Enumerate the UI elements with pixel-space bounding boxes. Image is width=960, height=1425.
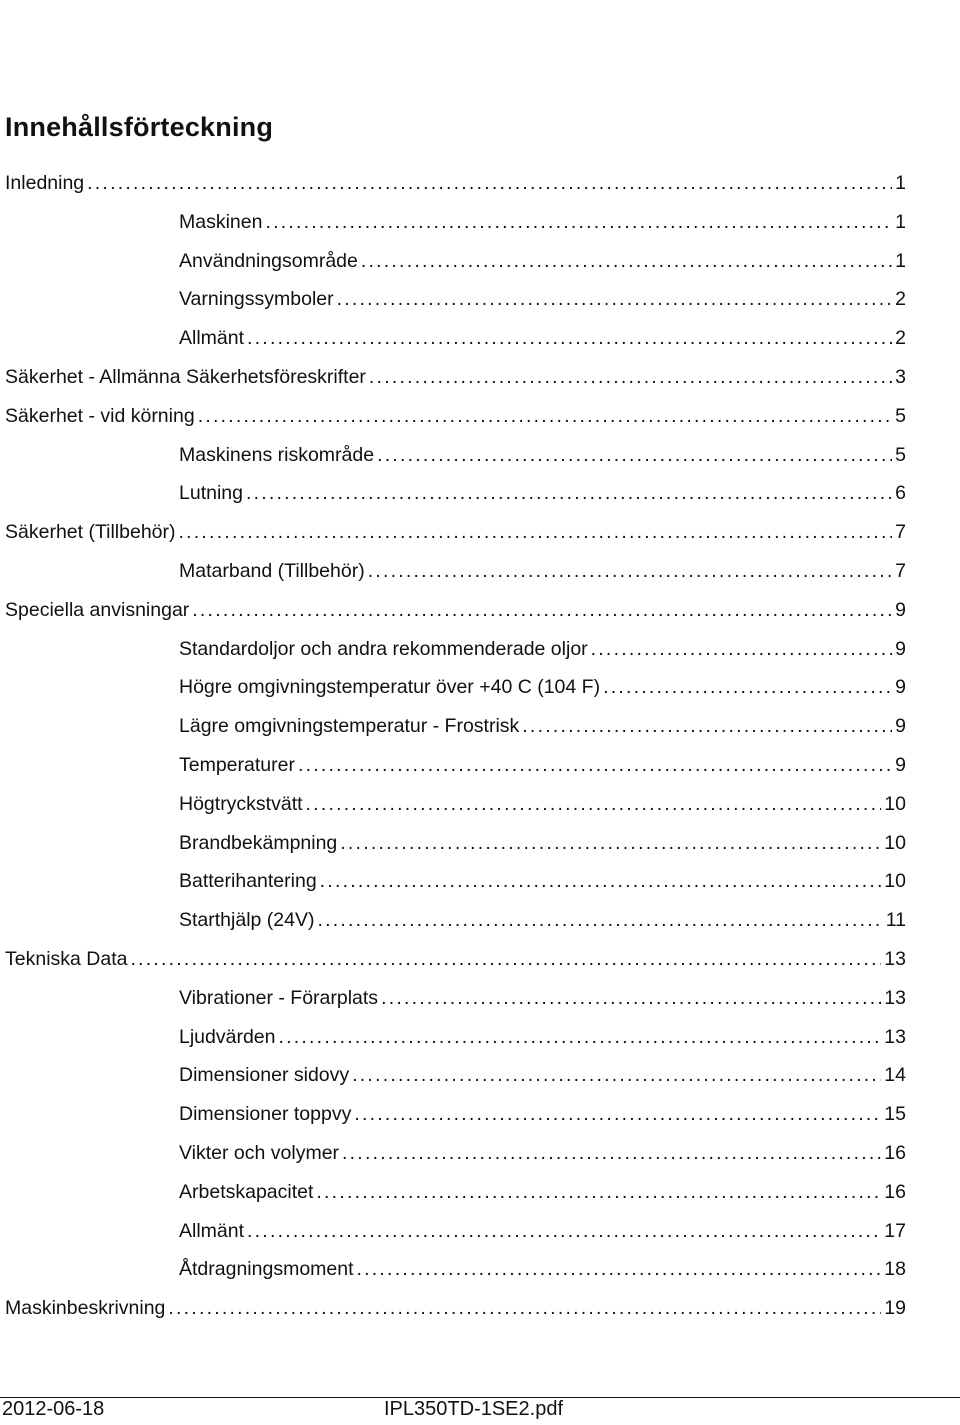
toc-entry[interactable] xyxy=(5,513,906,552)
toc-entry[interactable] xyxy=(5,358,906,397)
toc-entry[interactable] xyxy=(179,1173,906,1212)
toc-page-number: 1 xyxy=(895,210,906,233)
toc-page-number: 9 xyxy=(895,754,906,776)
toc-dot-leader xyxy=(342,1134,881,1173)
toc-entry[interactable] xyxy=(179,785,906,824)
toc-entry[interactable] xyxy=(179,1095,906,1134)
toc-entry-title: Säkerhet - Allmänna Säkerhetsföreskrifter xyxy=(5,366,366,388)
toc-dot-leader xyxy=(337,280,893,319)
toc-entry-title: Inledning xyxy=(5,172,85,194)
toc-dot-leader xyxy=(352,1056,881,1095)
toc-entry-title: Maskinbeskrivning xyxy=(5,1297,166,1320)
toc-entry[interactable] xyxy=(179,630,906,669)
toc-entry-title: Maskinen xyxy=(179,210,263,233)
toc-page-number: 5 xyxy=(895,404,906,427)
footer-filename: IPL350TD-1SE2.pdf xyxy=(384,1398,563,1420)
toc-entry-title: Vikter och volymer xyxy=(179,1142,340,1164)
toc-dot-leader xyxy=(368,552,892,591)
toc-entry[interactable] xyxy=(179,552,906,591)
toc-entry[interactable] xyxy=(179,1056,906,1095)
toc-entry[interactable] xyxy=(179,242,906,281)
toc-entry-title: Ljudvärden xyxy=(179,1025,276,1048)
toc-page-number: 14 xyxy=(884,1064,906,1087)
toc-entry-title: Högre omgivningstemperatur över +40 C (104 F) xyxy=(179,676,601,699)
toc-entry-title: Dimensioner toppvy xyxy=(179,1103,352,1126)
toc-entry[interactable] xyxy=(179,203,906,242)
toc-entry-title: Standardoljor och andra rekommenderade oljor xyxy=(179,637,588,660)
toc-entry-title: Batterihantering xyxy=(179,870,317,893)
toc-dot-leader xyxy=(316,1173,881,1212)
toc-dot-leader xyxy=(591,630,892,669)
toc-entry[interactable] xyxy=(179,901,906,940)
toc-page-number: 2 xyxy=(895,327,906,350)
toc-page-number: 19 xyxy=(884,1297,906,1320)
toc-entry[interactable] xyxy=(179,824,906,863)
toc-entry[interactable] xyxy=(179,979,906,1018)
page-title: Innehållsförteckning xyxy=(5,112,274,142)
toc-entry[interactable] xyxy=(5,940,906,979)
toc-dot-leader xyxy=(247,1212,881,1251)
toc-page-number: 13 xyxy=(884,1025,906,1048)
toc-entry[interactable] xyxy=(5,397,906,436)
toc-page-number: 18 xyxy=(884,1258,906,1281)
toc-dot-leader xyxy=(369,358,892,397)
toc-dot-leader xyxy=(246,474,892,513)
toc-entry-title: Speciella anvisningar xyxy=(5,598,190,621)
toc-page-number: 10 xyxy=(884,831,906,854)
toc-entry-title: Dimensioner sidovy xyxy=(179,1064,350,1087)
toc-dot-leader xyxy=(265,203,892,242)
toc-dot-leader xyxy=(377,436,892,475)
toc-entry[interactable] xyxy=(179,1250,906,1289)
toc-entry[interactable] xyxy=(179,280,906,319)
toc-page-number: 1 xyxy=(895,249,906,272)
toc-dot-leader xyxy=(361,242,892,281)
toc-entry-title: Lägre omgivningstemperatur - Frostrisk xyxy=(179,715,520,738)
toc-entry-title: Tekniska Data xyxy=(5,948,128,970)
toc-dot-leader xyxy=(603,668,892,707)
toc-dot-leader xyxy=(130,940,881,979)
toc-dot-leader xyxy=(192,591,892,630)
toc-page-number: 9 xyxy=(895,637,906,660)
toc-entry[interactable] xyxy=(179,746,906,785)
toc-dot-leader xyxy=(179,513,893,552)
toc-page-number: 5 xyxy=(895,443,906,466)
toc-entry-title: Åtdragningsmoment xyxy=(179,1258,354,1281)
toc-dot-leader xyxy=(340,824,881,863)
toc-entry-title: Brandbekämpning xyxy=(179,831,338,854)
toc-entry[interactable] xyxy=(179,668,906,707)
toc-entry[interactable] xyxy=(179,1134,906,1173)
toc-entry[interactable] xyxy=(179,474,906,513)
toc-entry-title: Varningssymboler xyxy=(179,288,334,311)
toc-page-number: 13 xyxy=(884,948,906,970)
toc-dot-leader xyxy=(320,862,882,901)
toc-dot-leader xyxy=(381,979,881,1018)
toc-page-number: 3 xyxy=(895,366,906,388)
toc-dot-leader xyxy=(317,901,882,940)
toc-entry-title: Högtryckstvätt xyxy=(179,792,303,815)
toc-page-number: 16 xyxy=(884,1142,906,1164)
toc-dot-leader xyxy=(306,785,882,824)
toc-page-number: 10 xyxy=(884,792,906,815)
toc-page-number: 16 xyxy=(884,1180,906,1203)
toc-dot-leader xyxy=(522,707,892,746)
toc-page-number: 11 xyxy=(885,909,906,932)
toc-entry-title: Temperaturer xyxy=(179,754,295,776)
toc-page-number: 7 xyxy=(895,521,906,544)
toc-page-number: 15 xyxy=(884,1103,906,1126)
toc-dot-leader xyxy=(298,746,892,785)
toc-entry-title: Arbetskapacitet xyxy=(179,1180,314,1203)
toc-dot-leader xyxy=(279,1018,882,1057)
toc-entry[interactable] xyxy=(179,1018,906,1057)
footer-date: 2012-06-18 xyxy=(2,1398,105,1420)
toc-entry-title: Starthjälp (24V) xyxy=(179,909,315,932)
toc-entry-title: Lutning xyxy=(179,482,243,505)
toc-dot-leader xyxy=(247,319,892,358)
toc-entry[interactable] xyxy=(179,862,906,901)
toc-entry[interactable] xyxy=(179,436,906,475)
toc-dot-leader xyxy=(357,1250,882,1289)
toc-entry[interactable] xyxy=(179,707,906,746)
toc-entry-title: Allmänt xyxy=(179,1219,245,1242)
toc-dot-leader xyxy=(168,1289,881,1328)
toc-entry[interactable] xyxy=(179,1212,906,1251)
toc-page-number: 1 xyxy=(895,172,906,194)
toc-page-number: 2 xyxy=(895,288,906,311)
toc-entry-title: Säkerhet (Tillbehör) xyxy=(5,521,176,544)
toc-entry-title: Säkerhet - vid körning xyxy=(5,404,195,427)
toc-page-number: 13 xyxy=(884,986,906,1009)
toc-entry[interactable] xyxy=(5,1289,906,1328)
toc-dot-leader xyxy=(354,1095,881,1134)
toc-page-number: 9 xyxy=(895,676,906,699)
toc-page-number: 7 xyxy=(895,560,906,582)
toc-page-number: 10 xyxy=(884,870,906,893)
toc-entry-title: Maskinens riskområde xyxy=(179,443,375,466)
toc-entry-title: Matarband (Tillbehör) xyxy=(179,560,365,582)
toc-page-number: 17 xyxy=(884,1219,906,1242)
toc-entry-title: Allmänt xyxy=(179,327,245,350)
toc-page-number: 9 xyxy=(895,598,906,621)
toc-entry[interactable] xyxy=(5,164,906,203)
toc-dot-leader xyxy=(87,164,892,203)
toc-entry[interactable] xyxy=(5,591,906,630)
toc-entry-title: Vibrationer - Förarplats xyxy=(179,986,379,1009)
toc-entry-title: Användningsområde xyxy=(179,249,358,272)
toc-page-number: 9 xyxy=(895,715,906,738)
toc-entry[interactable] xyxy=(179,319,906,358)
toc-page-number: 6 xyxy=(895,482,906,505)
toc-dot-leader xyxy=(198,397,892,436)
